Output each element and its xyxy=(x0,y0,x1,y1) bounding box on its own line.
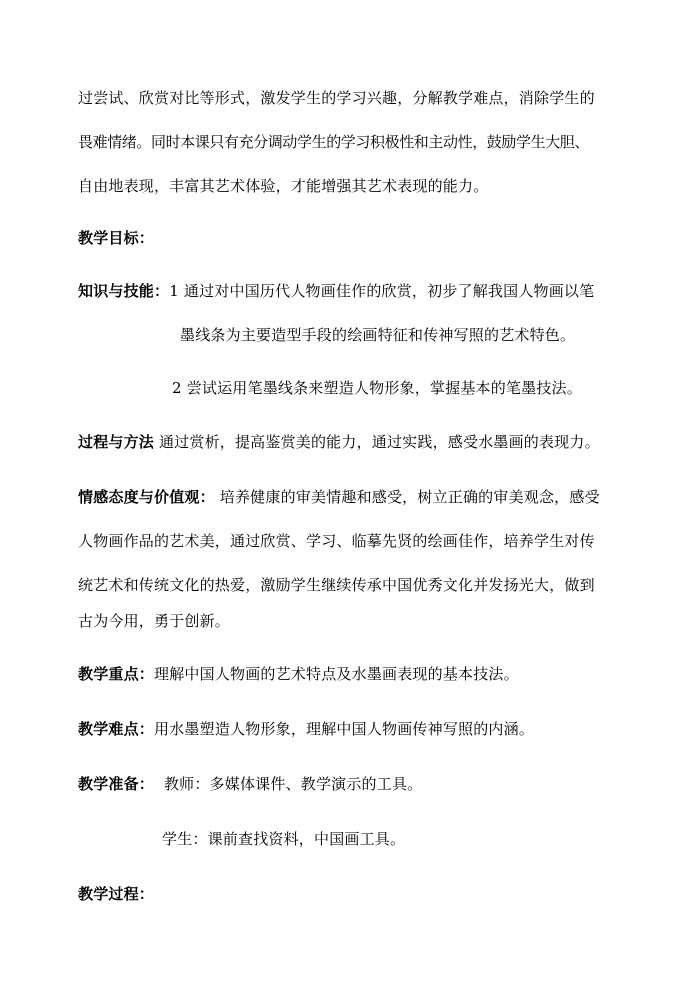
knowledge-item-1-line-2: 墨线条为主要造型手段的绘画特征和传神写照的艺术特色。 xyxy=(180,326,576,344)
objectives-heading: 教学目标： xyxy=(78,229,155,247)
emotion-text-line-4: 古为今用，勇于创新。 xyxy=(78,612,231,630)
emotion-line-1 xyxy=(78,487,600,507)
process-method-text: 通过赏析，提高鉴赏美的能力，通过实践，感受水墨画的表现力。 xyxy=(154,433,600,451)
preparation-label: 教学准备： xyxy=(78,775,155,793)
knowledge-item-2: 2 尝试运用笔墨线条来塑造人物形象，掌握基本的笔墨技法。 xyxy=(172,379,582,397)
preparation-student: 学生：课前查找资料，中国画工具。 xyxy=(162,830,406,848)
intro-line-1: 过尝试、欣赏对比等形式，激发学生的学习兴趣，分解教学难点，消除学生的 xyxy=(78,89,595,107)
emotion-text-line-3: 统艺术和传统文化的热爱，激励学生继续传承中国优秀文化并发扬光大，做到 xyxy=(78,576,595,594)
knowledge-line-1 xyxy=(78,281,594,301)
knowledge-item-1-line-1: 1 通过对中国历代人物画佳作的欣赏，初步了解我国人物画以笔 xyxy=(169,282,595,300)
emotion-text-line-1: 培养健康的审美情趣和感受，树立正确的审美观念，感受 xyxy=(214,488,600,506)
preparation-teacher: 教师：多媒体课件、教学演示的工具。 xyxy=(154,775,423,793)
emotion-text-line-2: 人物画作品的艺术美，通过欣赏、学习、临摹先贤的绘画佳作，培养学生对传 xyxy=(78,532,595,550)
key-point-label: 教学重点： xyxy=(78,665,155,683)
process-method-line xyxy=(78,432,600,452)
preparation-line xyxy=(78,774,422,794)
process-method-label: 过程与方法 xyxy=(78,433,155,451)
key-point-text: 理解中国人物画的艺术特点及水墨画表现的基本技法。 xyxy=(154,665,519,683)
intro-line-2: 畏难情绪。同时本课只有充分调动学生的学习积极性和主动性，鼓励学生大胆、 xyxy=(78,133,590,151)
intro-line-3: 自由地表现，丰富其艺术体验，才能增强其艺术表现的能力。 xyxy=(78,177,489,195)
difficulty-line xyxy=(78,719,534,739)
knowledge-label: 知识与技能： xyxy=(78,282,170,300)
key-point-line xyxy=(78,664,519,684)
process-heading: 教学过程： xyxy=(78,885,155,903)
emotion-label: 情感态度与价值观： xyxy=(78,488,215,506)
difficulty-text: 用水墨塑造人物形象，理解中国人物画传神写照的内涵。 xyxy=(154,720,535,738)
difficulty-label: 教学难点： xyxy=(78,720,155,738)
